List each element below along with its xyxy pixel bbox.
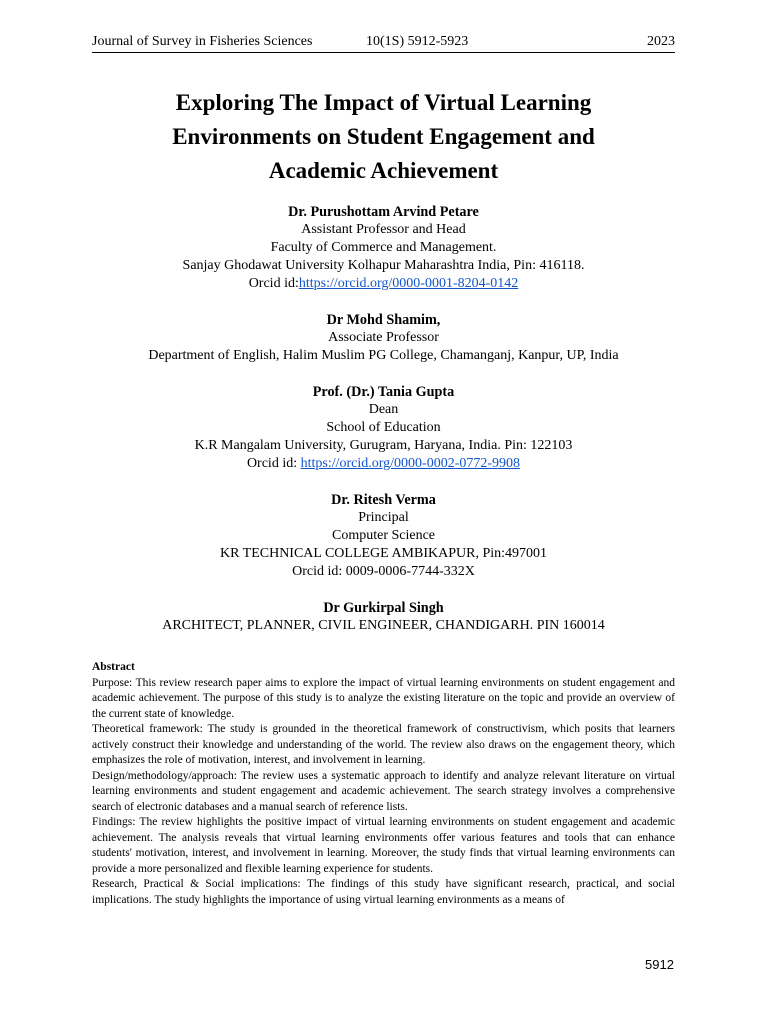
abstract-paragraph: Findings: The review highlights the positive impact of virtual learning environments on student engagement and academic achievement. The analysis reveals that virtual learning environments offer various features and tools that can enhance students' motivation, interest, and involvement in learning. Moreover, the study finds that virtual learning environments can provide a more personalized and flexible learning experience for students. [92, 816, 675, 875]
author-block [92, 383, 675, 473]
paper-title [92, 86, 675, 188]
orcid-label: Orcid id: [246, 456, 301, 471]
abstract-paragraph: Purpose: This review research paper aims to explore the impact of virtual learning environments on student engagement and academic achievement. The purpose of this study is to analyze the existing literature on the topic and provide an overview of the current state of knowledge. [92, 676, 675, 720]
author-block [92, 491, 675, 581]
title-line: Environments on Student Engagement and [172, 124, 595, 149]
journal-name: Journal of Survey in Fisheries Sciences [92, 34, 313, 49]
author-orcid: Orcid id: 0009-0006-7744-332X [292, 564, 475, 579]
journal-year: 2023 [647, 34, 675, 49]
abstract-paragraph: Research, Practical & Social implications: The findings of this study have significant research, practical, and social implications. The study highlights the importance of using virtual learning environments as a means of [92, 878, 675, 906]
author-name: Dr. Purushottam Arvind Petare [288, 204, 479, 220]
author-affiliation: Dean [368, 402, 399, 417]
author-name: Prof. (Dr.) Tania Gupta [312, 384, 455, 400]
orcid-link[interactable]: https://orcid.org/0000-0002-0772-9908 [300, 456, 521, 471]
author-affiliation: School of Education [326, 420, 441, 435]
author-affiliation: Assistant Professor and Head [301, 222, 466, 237]
author-block [92, 311, 675, 365]
author-orcid [92, 455, 675, 473]
author-name: Dr. Ritesh Verma [331, 492, 436, 508]
author-list [92, 203, 675, 635]
author-affiliation: Associate Professor [328, 330, 439, 345]
title-line: Academic Achievement [268, 158, 499, 183]
running-header [92, 34, 675, 53]
abstract-section [92, 660, 675, 908]
journal-volume: 10(1S) 5912-5923 [366, 34, 469, 49]
orcid-label: Orcid id: [248, 276, 299, 291]
author-affiliation: K.R Mangalam University, Gurugram, Haryana, India. Pin: 122103 [194, 438, 573, 453]
author-block [92, 599, 675, 635]
abstract-heading: Abstract [92, 661, 135, 673]
author-name: Dr Gurkirpal Singh [323, 600, 444, 616]
author-affiliation: Computer Science [331, 528, 436, 543]
title-line: Exploring The Impact of Virtual Learning [175, 90, 592, 115]
author-affiliation: Department of English, Halim Muslim PG College, Chamanganj, Kanpur, UP, India [148, 348, 619, 363]
author-affiliation: Principal [358, 510, 409, 525]
abstract-paragraph: Theoretical framework: The study is grounded in the theoretical framework of constructivism, which posits that learners actively construct their knowledge and understanding of the world. The review also draws on the engagement theory, which emphasizes the role of motivation, interest, and involvement in learning. [92, 723, 675, 766]
author-affiliation: Sanjay Ghodawat University Kolhapur Maharashtra India, Pin: 416118. [182, 258, 585, 273]
page-number: 5912 [645, 957, 674, 972]
abstract-paragraph: Design/methodology/approach: The review uses a systematic approach to identify and analyze relevant literature on virtual learning environments and student engagement and academic achievement. The search strategy involves a comprehensive search of electronic databases and a manual search of reference lists. [92, 769, 675, 813]
author-affiliation: KR TECHNICAL COLLEGE AMBIKAPUR, Pin:497001 [219, 546, 548, 561]
author-affiliation: ARCHITECT, PLANNER, CIVIL ENGINEER, CHANDIGARH. PIN 160014 [162, 618, 605, 633]
orcid-link[interactable]: https://orcid.org/0000-0001-8204-0142 [298, 276, 519, 291]
author-orcid [92, 275, 675, 293]
author-name: Dr Mohd Shamim, [326, 312, 441, 328]
author-affiliation: Faculty of Commerce and Management. [270, 240, 497, 255]
author-block [92, 203, 675, 293]
